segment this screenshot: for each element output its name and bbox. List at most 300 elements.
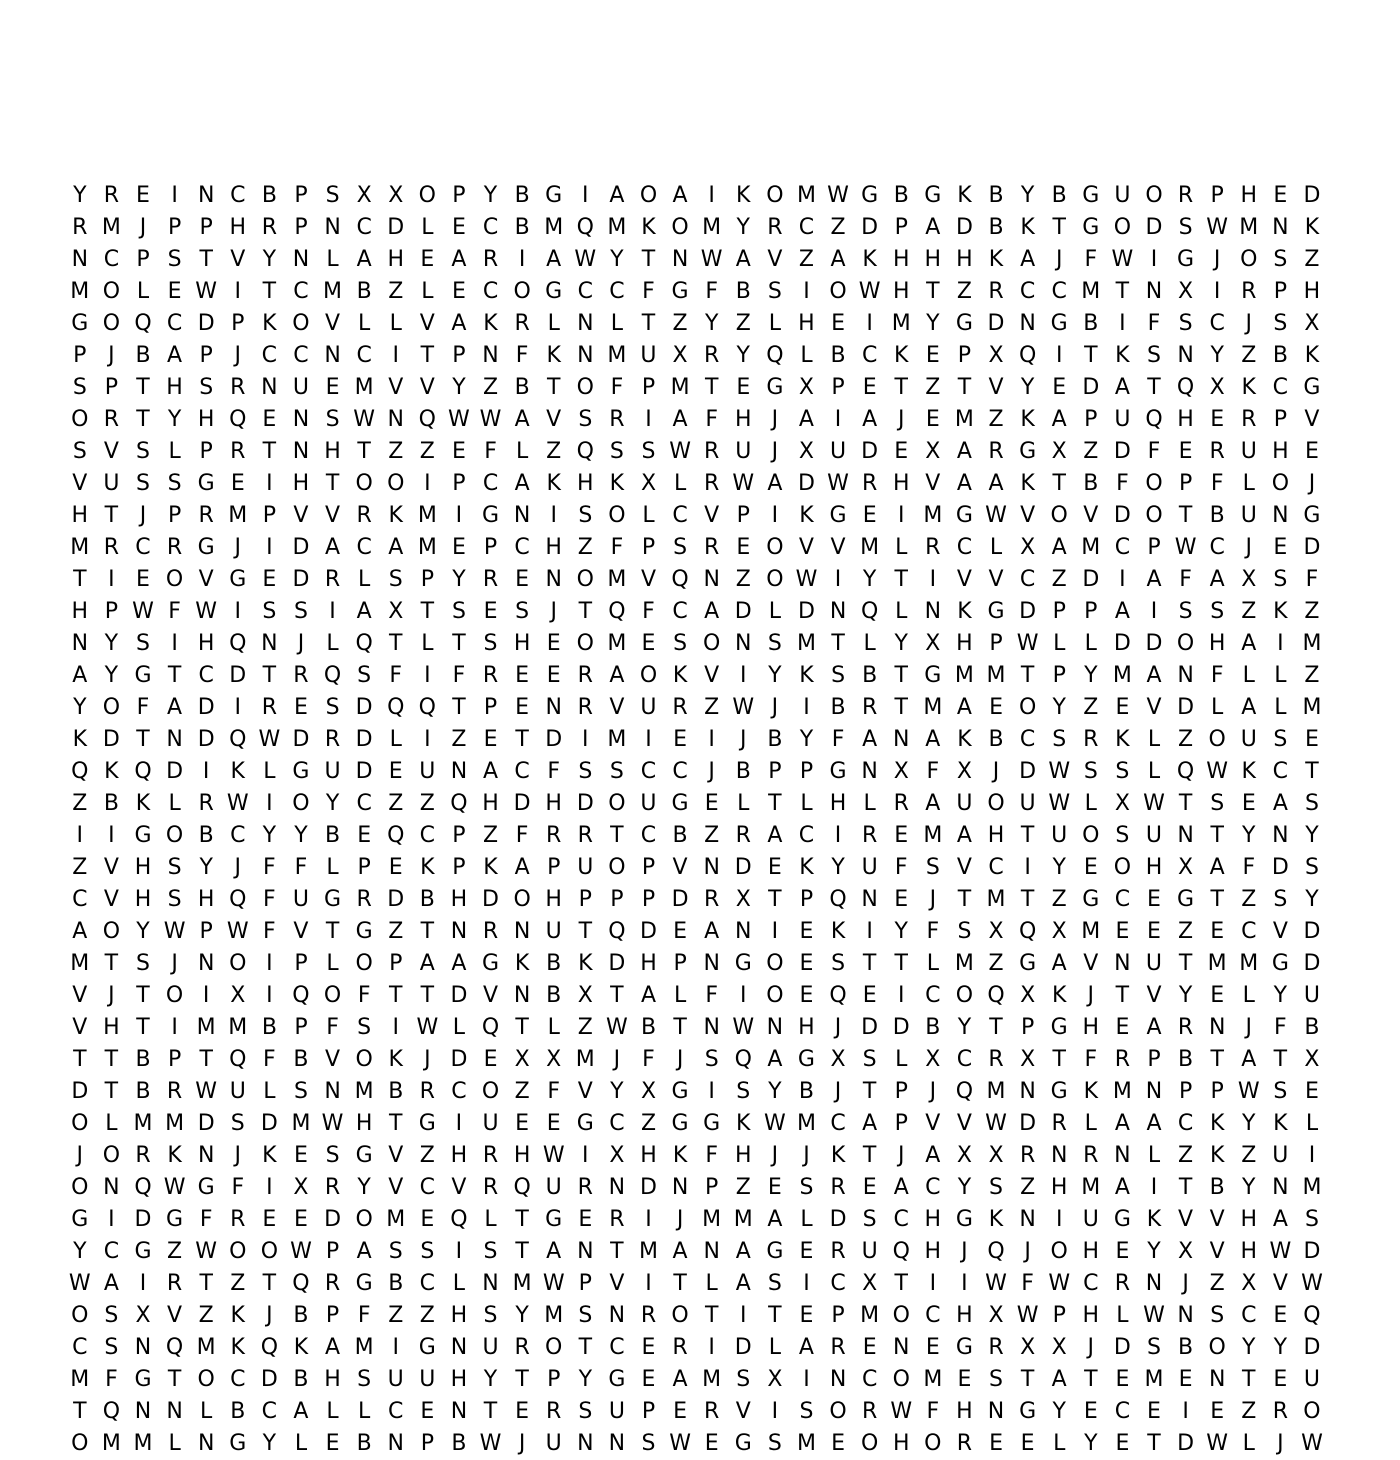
grid-letter[interactable]: P <box>1020 1015 1035 1040</box>
grid-letter[interactable]: Z <box>72 791 88 816</box>
grid-letter[interactable]: E <box>894 887 909 912</box>
grid-letter[interactable]: O <box>892 1303 910 1328</box>
grid-letter[interactable]: M <box>607 727 627 752</box>
grid-letter[interactable]: S <box>1147 1335 1161 1360</box>
grid-letter[interactable]: P <box>610 887 624 912</box>
grid-letter[interactable]: X <box>830 1047 846 1072</box>
grid-letter[interactable]: R <box>482 663 499 688</box>
grid-letter[interactable]: K <box>1273 599 1288 624</box>
grid-letter[interactable]: Y <box>862 567 877 592</box>
grid-letter[interactable]: O <box>355 1047 373 1072</box>
grid-letter[interactable]: E <box>1115 1015 1130 1040</box>
grid-letter[interactable]: I <box>202 983 210 1008</box>
grid-letter[interactable]: D <box>1082 567 1100 592</box>
grid-letter[interactable]: G <box>1303 503 1321 528</box>
grid-letter[interactable]: S <box>72 439 87 464</box>
grid-letter[interactable]: V <box>672 855 688 880</box>
grid-letter[interactable]: O <box>165 983 184 1008</box>
grid-letter[interactable]: Y <box>1147 1239 1161 1264</box>
grid-letter[interactable]: B <box>261 183 277 208</box>
grid-letter[interactable]: H <box>134 887 152 912</box>
grid-letter[interactable]: G <box>955 311 973 336</box>
grid-letter[interactable]: Y <box>167 407 182 432</box>
grid-letter[interactable]: Q <box>292 1271 310 1296</box>
grid-letter[interactable]: T <box>546 375 561 400</box>
grid-letter[interactable]: J <box>1182 1271 1189 1296</box>
grid-letter[interactable]: A <box>988 471 1004 496</box>
grid-letter[interactable]: K <box>546 343 561 368</box>
grid-letter[interactable]: C <box>1241 919 1257 944</box>
grid-letter[interactable]: T <box>1020 887 1035 912</box>
grid-letter[interactable]: H <box>1240 1207 1258 1232</box>
grid-letter[interactable]: C <box>482 215 499 240</box>
grid-letter[interactable]: A <box>514 471 530 496</box>
grid-letter[interactable]: D <box>1177 1431 1195 1456</box>
grid-letter[interactable]: N <box>861 887 878 912</box>
grid-letter[interactable]: F <box>326 1015 339 1040</box>
grid-letter[interactable]: E <box>388 759 403 784</box>
grid-letter[interactable]: D <box>71 1079 89 1104</box>
grid-letter[interactable]: K <box>609 471 625 496</box>
grid-letter[interactable]: X <box>514 1047 530 1072</box>
grid-letter[interactable]: O <box>1303 1399 1321 1424</box>
grid-letter[interactable]: R <box>767 215 783 240</box>
grid-letter[interactable]: N <box>482 1271 499 1296</box>
grid-letter[interactable]: J <box>929 1079 937 1104</box>
grid-letter[interactable]: Z <box>419 439 435 464</box>
grid-letter[interactable]: Z <box>546 439 562 464</box>
grid-letter[interactable]: C <box>356 215 372 240</box>
grid-letter[interactable]: G <box>1177 247 1195 272</box>
grid-letter[interactable]: A <box>672 1367 688 1392</box>
grid-letter[interactable]: F <box>547 759 561 784</box>
grid-letter[interactable]: J <box>676 1047 684 1072</box>
grid-letter[interactable]: R <box>356 887 372 912</box>
grid-letter[interactable]: S <box>325 407 340 432</box>
grid-letter[interactable]: R <box>988 1335 1004 1360</box>
grid-letter[interactable]: R <box>1241 279 1257 304</box>
grid-letter[interactable]: V <box>167 1303 183 1328</box>
grid-letter[interactable]: F <box>547 1079 561 1104</box>
grid-letter[interactable]: R <box>1209 439 1225 464</box>
grid-letter[interactable]: E <box>799 1303 814 1328</box>
grid-letter[interactable]: A <box>735 247 751 272</box>
grid-letter[interactable]: I <box>108 823 115 848</box>
grid-letter[interactable]: J <box>76 1143 84 1168</box>
grid-letter[interactable]: G <box>576 1111 594 1136</box>
grid-letter[interactable]: N <box>1145 279 1163 304</box>
grid-letter[interactable]: T <box>610 1239 624 1264</box>
grid-letter[interactable]: U <box>1114 407 1131 432</box>
grid-letter[interactable]: Z <box>1241 1399 1257 1424</box>
grid-letter[interactable]: O <box>481 1079 500 1104</box>
grid-letter[interactable]: S <box>925 855 940 880</box>
grid-letter[interactable]: G <box>734 951 752 976</box>
grid-letter[interactable]: N <box>1208 1015 1226 1040</box>
grid-letter[interactable]: C <box>261 1399 278 1424</box>
grid-letter[interactable]: O <box>71 1111 89 1136</box>
grid-letter[interactable]: T <box>104 1047 119 1072</box>
grid-letter[interactable]: R <box>166 1271 183 1296</box>
grid-letter[interactable]: L <box>863 631 876 656</box>
grid-letter[interactable]: E <box>673 1399 688 1424</box>
grid-letter[interactable]: Z <box>735 1175 751 1200</box>
grid-letter[interactable]: O <box>1208 1335 1226 1360</box>
grid-letter[interactable]: O <box>829 1399 847 1424</box>
grid-letter[interactable]: P <box>389 951 403 976</box>
grid-letter[interactable]: L <box>1242 983 1255 1008</box>
grid-letter[interactable]: Q <box>229 407 247 432</box>
grid-letter[interactable]: G <box>987 599 1005 624</box>
grid-letter[interactable]: C <box>135 535 151 560</box>
grid-letter[interactable]: Q <box>1176 759 1195 784</box>
grid-letter[interactable]: E <box>1020 1431 1035 1456</box>
grid-letter[interactable]: K <box>388 1047 403 1072</box>
grid-letter[interactable]: H <box>71 503 89 528</box>
grid-letter[interactable]: E <box>673 919 688 944</box>
grid-letter[interactable]: R <box>324 727 341 752</box>
grid-letter[interactable]: Y <box>894 919 908 944</box>
grid-letter[interactable]: Y <box>578 1367 593 1392</box>
grid-letter[interactable]: I <box>897 503 905 528</box>
grid-letter[interactable]: B <box>261 1015 277 1040</box>
grid-letter[interactable]: L <box>768 599 781 624</box>
grid-letter[interactable]: C <box>577 279 593 304</box>
grid-letter[interactable]: X <box>230 983 246 1008</box>
grid-letter[interactable]: E <box>1147 1399 1161 1424</box>
grid-letter[interactable]: G <box>481 503 500 528</box>
grid-letter[interactable]: U <box>1240 727 1257 752</box>
grid-letter[interactable]: N <box>292 247 310 272</box>
grid-letter[interactable]: V <box>925 1111 941 1136</box>
grid-letter[interactable]: J <box>234 1143 242 1168</box>
grid-letter[interactable]: D <box>1082 375 1100 400</box>
grid-letter[interactable]: S <box>736 1367 751 1392</box>
grid-letter[interactable]: E <box>1273 535 1288 560</box>
grid-letter[interactable]: C <box>609 1335 625 1360</box>
grid-letter[interactable]: L <box>863 791 876 816</box>
grid-letter[interactable]: M <box>891 311 911 336</box>
grid-letter[interactable]: T <box>610 823 624 848</box>
grid-letter[interactable]: Y <box>957 1175 972 1200</box>
grid-letter[interactable]: X <box>388 183 404 208</box>
grid-letter[interactable]: D <box>1303 183 1321 208</box>
grid-letter[interactable]: O <box>292 791 310 816</box>
grid-letter[interactable]: I <box>803 279 810 304</box>
grid-letter[interactable]: P <box>483 535 498 560</box>
grid-letter[interactable]: H <box>292 471 310 496</box>
grid-letter[interactable]: E <box>515 663 530 688</box>
grid-letter[interactable]: J <box>1087 1335 1095 1360</box>
grid-letter[interactable]: I <box>1308 1143 1316 1168</box>
grid-letter[interactable]: G <box>229 567 247 592</box>
grid-letter[interactable]: L <box>1116 1303 1129 1328</box>
grid-letter[interactable]: F <box>389 663 403 688</box>
grid-letter[interactable]: T <box>420 919 435 944</box>
grid-letter[interactable]: I <box>929 567 937 592</box>
grid-letter[interactable]: J <box>1245 535 1253 560</box>
grid-letter[interactable]: P <box>325 1239 340 1264</box>
grid-letter[interactable]: B <box>830 695 846 720</box>
grid-letter[interactable]: Z <box>1020 1175 1036 1200</box>
grid-letter[interactable]: X <box>862 1271 878 1296</box>
grid-letter[interactable]: O <box>766 535 784 560</box>
grid-letter[interactable]: C <box>72 1335 88 1360</box>
grid-letter[interactable]: U <box>482 1335 499 1360</box>
grid-letter[interactable]: S <box>704 1047 719 1072</box>
grid-letter[interactable]: A <box>167 343 183 368</box>
grid-letter[interactable]: P <box>1052 663 1066 688</box>
grid-letter[interactable]: T <box>452 695 466 720</box>
grid-letter[interactable]: Q <box>387 695 405 720</box>
grid-letter[interactable]: R <box>482 1175 499 1200</box>
grid-letter[interactable]: M <box>986 887 1006 912</box>
grid-letter[interactable]: E <box>1052 375 1067 400</box>
grid-letter[interactable]: T <box>957 375 972 400</box>
grid-letter[interactable]: X <box>988 919 1004 944</box>
grid-letter[interactable]: R <box>577 695 593 720</box>
grid-letter[interactable]: Q <box>71 759 89 784</box>
grid-letter[interactable]: X <box>1051 439 1067 464</box>
grid-letter[interactable]: T <box>768 887 782 912</box>
grid-letter[interactable]: G <box>229 1431 247 1456</box>
grid-letter[interactable]: I <box>929 1271 937 1296</box>
grid-letter[interactable]: O <box>1113 215 1132 240</box>
grid-letter[interactable]: W <box>732 471 755 496</box>
grid-letter[interactable]: F <box>1179 567 1192 592</box>
grid-letter[interactable]: X <box>988 1303 1004 1328</box>
grid-letter[interactable]: Z <box>1051 887 1067 912</box>
grid-letter[interactable]: L <box>800 1207 813 1232</box>
grid-letter[interactable]: E <box>515 567 530 592</box>
grid-letter[interactable]: G <box>1019 951 1037 976</box>
grid-letter[interactable]: U <box>1303 1367 1320 1392</box>
grid-letter[interactable]: W <box>669 439 691 464</box>
grid-letter[interactable]: N <box>577 1431 594 1456</box>
grid-letter[interactable]: F <box>642 1047 655 1072</box>
grid-letter[interactable]: T <box>894 695 908 720</box>
grid-letter[interactable]: Q <box>229 631 247 656</box>
grid-letter[interactable]: M <box>923 695 943 720</box>
grid-letter[interactable]: P <box>294 183 308 208</box>
grid-letter[interactable]: C <box>198 663 214 688</box>
grid-letter[interactable]: E <box>483 599 498 624</box>
grid-letter[interactable]: D <box>1019 599 1037 624</box>
grid-letter[interactable]: R <box>1051 1111 1067 1136</box>
grid-letter[interactable]: G <box>671 1111 689 1136</box>
grid-letter[interactable]: C <box>261 343 278 368</box>
grid-letter[interactable]: W <box>1048 759 1071 784</box>
grid-letter[interactable]: K <box>1020 471 1035 496</box>
grid-letter[interactable]: L <box>326 855 339 880</box>
grid-letter[interactable]: J <box>708 759 715 784</box>
grid-letter[interactable]: I <box>234 279 242 304</box>
grid-letter[interactable]: D <box>1019 759 1037 784</box>
grid-letter[interactable]: E <box>451 279 466 304</box>
grid-letter[interactable]: H <box>355 1111 373 1136</box>
grid-letter[interactable]: P <box>199 343 213 368</box>
grid-letter[interactable]: F <box>136 695 150 720</box>
grid-letter[interactable]: B <box>893 183 909 208</box>
grid-letter[interactable]: Y <box>1305 887 1319 912</box>
grid-letter[interactable]: V <box>1304 407 1320 432</box>
grid-letter[interactable]: E <box>388 855 403 880</box>
grid-letter[interactable]: M <box>101 215 121 240</box>
grid-letter[interactable]: O <box>165 567 184 592</box>
grid-letter[interactable]: E <box>483 1047 498 1072</box>
grid-letter[interactable]: Y <box>736 343 750 368</box>
grid-letter[interactable]: N <box>1019 1079 1036 1104</box>
grid-letter[interactable]: E <box>641 631 656 656</box>
grid-letter[interactable]: Y <box>483 183 498 208</box>
grid-letter[interactable]: Z <box>988 951 1004 976</box>
grid-letter[interactable]: R <box>861 823 878 848</box>
grid-letter[interactable]: S <box>388 567 403 592</box>
grid-letter[interactable]: D <box>608 951 626 976</box>
grid-letter[interactable]: T <box>1052 215 1066 240</box>
grid-letter[interactable]: J <box>1024 1239 1031 1264</box>
grid-letter[interactable]: U <box>292 887 309 912</box>
grid-letter[interactable]: N <box>166 727 183 752</box>
grid-letter[interactable]: P <box>1178 471 1193 496</box>
grid-letter[interactable]: C <box>956 535 973 560</box>
grid-letter[interactable]: K <box>862 247 877 272</box>
grid-letter[interactable]: N <box>166 1399 183 1424</box>
grid-letter[interactable]: K <box>262 311 277 336</box>
grid-letter[interactable]: R <box>1083 727 1099 752</box>
grid-letter[interactable]: J <box>108 983 115 1008</box>
grid-letter[interactable]: G <box>134 1239 152 1264</box>
grid-letter[interactable]: M <box>954 407 974 432</box>
grid-letter[interactable]: D <box>829 1207 847 1232</box>
grid-letter[interactable]: E <box>325 1431 340 1456</box>
grid-letter[interactable]: U <box>387 1367 404 1392</box>
grid-letter[interactable]: Z <box>1178 1143 1194 1168</box>
grid-letter[interactable]: L <box>200 1399 213 1424</box>
grid-letter[interactable]: O <box>892 1367 910 1392</box>
grid-letter[interactable]: R <box>230 1207 246 1232</box>
grid-letter[interactable]: T <box>926 279 940 304</box>
grid-letter[interactable]: O <box>1050 1239 1068 1264</box>
grid-letter[interactable]: Q <box>134 1175 152 1200</box>
grid-letter[interactable]: H <box>956 247 973 272</box>
grid-letter[interactable]: D <box>134 1207 152 1232</box>
grid-letter[interactable]: M <box>1081 279 1101 304</box>
grid-letter[interactable]: S <box>1304 791 1319 816</box>
grid-letter[interactable]: L <box>294 1431 308 1456</box>
grid-letter[interactable]: G <box>734 1431 752 1456</box>
grid-letter[interactable]: M <box>1112 663 1132 688</box>
grid-letter[interactable]: A <box>862 727 878 752</box>
grid-letter[interactable]: O <box>1208 727 1226 752</box>
grid-letter[interactable]: Q <box>1018 343 1037 368</box>
grid-letter[interactable]: W <box>195 1239 218 1264</box>
grid-letter[interactable]: C <box>72 887 88 912</box>
grid-letter[interactable]: T <box>1115 983 1130 1008</box>
grid-letter[interactable]: O <box>323 983 342 1008</box>
grid-letter[interactable]: J <box>771 1143 779 1168</box>
grid-letter[interactable]: R <box>577 663 593 688</box>
grid-letter[interactable]: O <box>766 983 784 1008</box>
grid-letter[interactable]: H <box>1177 407 1194 432</box>
grid-letter[interactable]: E <box>515 1111 530 1136</box>
grid-letter[interactable]: I <box>645 1207 652 1232</box>
grid-letter[interactable]: J <box>1055 247 1063 272</box>
grid-letter[interactable]: R <box>261 215 277 240</box>
grid-letter[interactable]: L <box>326 1399 339 1424</box>
grid-letter[interactable]: M <box>354 1079 374 1104</box>
grid-letter[interactable]: A <box>72 919 88 944</box>
grid-letter[interactable]: O <box>229 951 247 976</box>
grid-letter[interactable]: T <box>1020 1367 1035 1392</box>
grid-letter[interactable]: D <box>734 599 752 624</box>
grid-letter[interactable]: D <box>387 887 405 912</box>
grid-letter[interactable]: Z <box>956 279 972 304</box>
grid-letter[interactable]: K <box>799 855 814 880</box>
grid-letter[interactable]: D <box>1019 1111 1037 1136</box>
grid-letter[interactable]: V <box>1209 1239 1225 1264</box>
grid-letter[interactable]: O <box>1082 823 1100 848</box>
grid-letter[interactable]: P <box>199 439 213 464</box>
grid-letter[interactable]: G <box>166 1207 184 1232</box>
grid-letter[interactable]: E <box>831 1431 845 1456</box>
grid-letter[interactable]: G <box>292 759 310 784</box>
grid-letter[interactable]: I <box>834 567 842 592</box>
grid-letter[interactable]: U <box>1240 439 1257 464</box>
grid-letter[interactable]: V <box>640 567 657 592</box>
grid-letter[interactable]: G <box>671 1079 689 1104</box>
grid-letter[interactable]: X <box>1114 791 1130 816</box>
grid-letter[interactable]: C <box>672 759 688 784</box>
grid-letter[interactable]: X <box>135 1303 151 1328</box>
grid-letter[interactable]: R <box>1114 1047 1131 1072</box>
grid-letter[interactable]: S <box>578 503 593 528</box>
grid-letter[interactable]: S <box>1273 311 1288 336</box>
grid-letter[interactable]: L <box>1053 631 1066 656</box>
grid-letter[interactable]: X <box>956 1143 972 1168</box>
grid-letter[interactable]: Z <box>640 1111 657 1136</box>
grid-letter[interactable]: R <box>419 1079 435 1104</box>
grid-letter[interactable]: M <box>860 535 880 560</box>
grid-letter[interactable]: Q <box>134 311 152 336</box>
grid-letter[interactable]: C <box>640 823 657 848</box>
grid-letter[interactable]: L <box>1242 663 1255 688</box>
grid-letter[interactable]: C <box>293 279 309 304</box>
grid-letter[interactable]: F <box>263 919 276 944</box>
grid-letter[interactable]: T <box>641 247 656 272</box>
grid-letter[interactable]: U <box>292 375 309 400</box>
grid-letter[interactable]: V <box>103 887 119 912</box>
grid-letter[interactable]: K <box>72 727 88 752</box>
grid-letter[interactable]: Q <box>892 1239 910 1264</box>
grid-letter[interactable]: N <box>893 727 910 752</box>
grid-letter[interactable]: T <box>704 375 719 400</box>
grid-letter[interactable]: S <box>641 439 656 464</box>
grid-letter[interactable]: S <box>1273 247 1288 272</box>
grid-letter[interactable]: D <box>292 535 310 560</box>
grid-letter[interactable]: V <box>1083 503 1099 528</box>
grid-letter[interactable]: B <box>546 951 562 976</box>
grid-letter[interactable]: O <box>860 1431 879 1456</box>
grid-letter[interactable]: E <box>1147 887 1161 912</box>
grid-letter[interactable]: X <box>672 343 688 368</box>
grid-letter[interactable]: Y <box>357 1175 371 1200</box>
grid-letter[interactable]: M <box>291 1111 311 1136</box>
grid-letter[interactable]: R <box>482 919 499 944</box>
grid-letter[interactable]: L <box>389 727 402 752</box>
grid-letter[interactable]: R <box>103 535 120 560</box>
grid-letter[interactable]: J <box>518 1431 526 1456</box>
